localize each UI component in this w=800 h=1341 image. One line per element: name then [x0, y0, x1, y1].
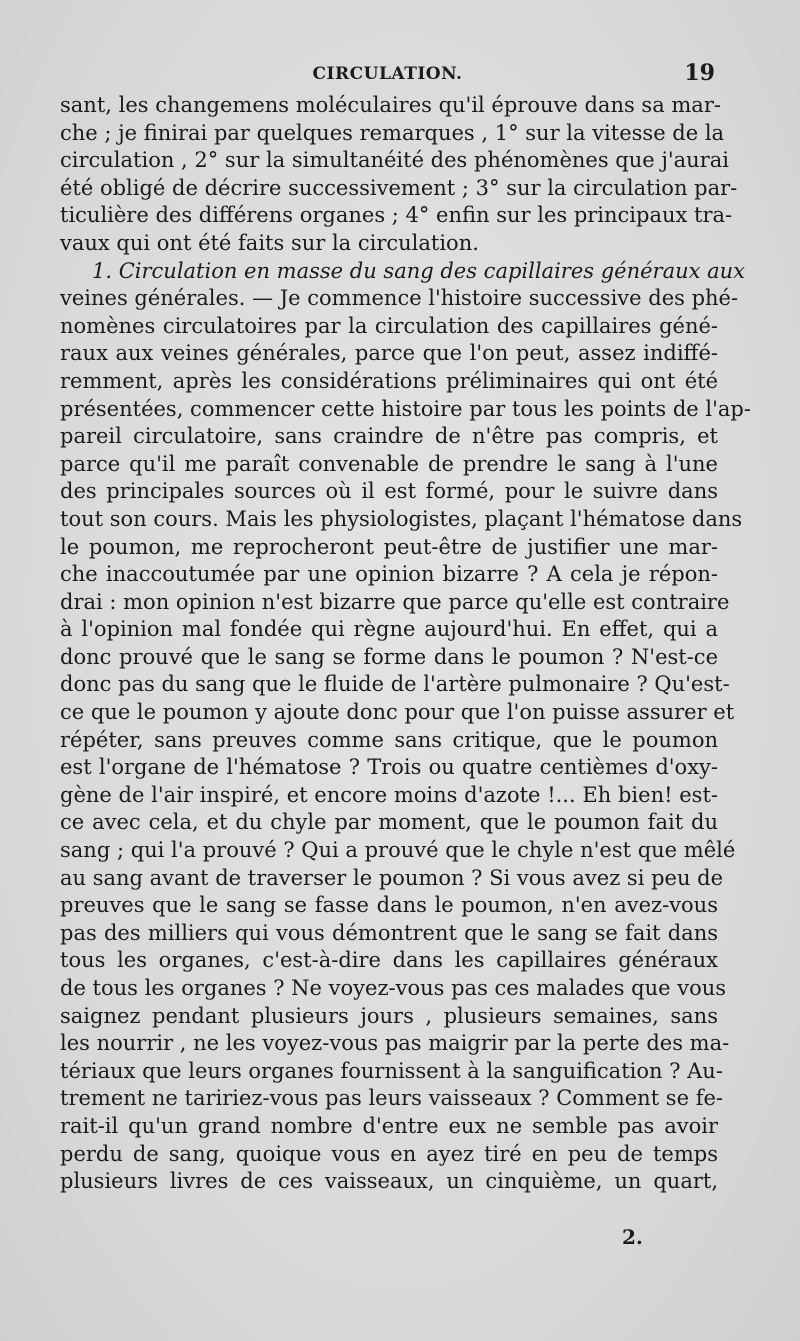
- text-line: veines générales. — Je commence l'histoire successive des phé-: [60, 286, 739, 311]
- text-line: de tous les organes ? Ne voyez-vous pas ces malades que vous: [60, 976, 727, 1000]
- section-heading-line: 1. Circulation en masse du sang des capillaires généraux aux: [92, 258, 746, 283]
- text-line: ticulière des différens organes ; 4° enfin sur les principaux tra-: [60, 203, 733, 228]
- text-line: gène de l'air inspiré, et encore moins d'azote !... Eh bien! est-: [60, 782, 718, 807]
- running-head: [60, 60, 715, 86]
- text-line: des principales sources où il est formé, pour le suivre dans: [60, 479, 718, 504]
- text-line: pas des milliers qui vous démontrent que le sang se fait dans: [60, 920, 718, 945]
- text-line: plusieurs livres de ces vaisseaux, un cinquième, un quart,: [60, 1169, 718, 1194]
- text-line: saignez pendant plusieurs jours , plusieurs semaines, sans: [60, 1003, 718, 1028]
- text-line: le poumon, me reprocheront peut-être de justifier une mar-: [60, 534, 718, 559]
- text-line: pareil circulatoire, sans craindre de n'être pas compris, et: [60, 424, 718, 449]
- text-line: parce qu'il me paraît convenable de prendre le sang à l'une: [60, 451, 718, 476]
- text-line: perdu de sang, quoique vous en ayez tiré en peu de temps: [60, 1141, 718, 1166]
- text-line: au sang avant de traverser le poumon ? Si vous avez si peu de: [60, 865, 724, 890]
- text-line: ce avec cela, et du chyle par moment, que le poumon fait du: [60, 810, 718, 835]
- running-title: CIRCULATION.: [312, 64, 463, 84]
- text-line: est l'organe de l'hématose ? Trois ou quatre centièmes d'oxy-: [60, 755, 718, 780]
- text-line: donc prouvé que le sang se forme dans le poumon ? N'est-ce: [60, 644, 718, 669]
- page-number: 19: [684, 60, 715, 86]
- text-line: à l'opinion mal fondée qui règne aujourd'hui. En effet, qui a: [60, 617, 718, 642]
- text-line: présentées, commencer cette histoire par tous les points de l'ap-: [60, 396, 751, 421]
- text-line: sang ; qui l'a prouvé ? Qui a prouvé que le chyle n'est que mêlé: [60, 838, 736, 863]
- text-line: rait-il qu'un grand nombre d'entre eux ne semble pas avoir: [60, 1113, 718, 1138]
- text-line: nomènes circulatoires par la circulation des capillaires géné-: [60, 313, 718, 338]
- signature-mark: 2.: [622, 1225, 643, 1249]
- text-line: remment, après les considérations préliminaires qui ont été: [60, 368, 718, 393]
- text-line: trement ne taririez-vous pas leurs vaisseaux ? Comment se fe-: [60, 1086, 723, 1111]
- text-line: les nourrir , ne les voyez-vous pas maigrir par la perte des ma-: [60, 1031, 730, 1056]
- text-line: tous les organes, c'est-à-dire dans les capillaires généraux: [60, 948, 718, 973]
- text-line: preuves que le sang se fasse dans le poumon, n'en avez-vous: [60, 893, 718, 918]
- text-line: sant, les changemens moléculaires qu'il éprouve dans sa mar-: [60, 93, 721, 117]
- text-line: che ; je finirai par quelques remarques , 1° sur la vitesse de la: [60, 120, 725, 145]
- text-line: ce que le poumon y ajoute donc pour que l'on puisse assurer et: [60, 700, 735, 725]
- text-line: été obligé de décrire successivement ; 3° sur la circulation par-: [60, 175, 738, 200]
- text-line: che inaccoutumée par une opinion bizarre ? A cela je répon-: [60, 562, 718, 587]
- text-line: vaux qui ont été faits sur la circulation.: [60, 230, 479, 255]
- text-line: donc pas du sang que le fluide de l'artère pulmonaire ? Qu'est-: [60, 672, 730, 697]
- text-line: drai : mon opinion n'est bizarre que parce qu'elle est contraire: [60, 589, 730, 614]
- text-line: tériaux que leurs organes fournissent à la sanguification ? Au-: [60, 1058, 723, 1083]
- text-line: répéter, sans preuves comme sans critique, que le poumon: [60, 727, 718, 752]
- body-text: [60, 92, 751, 1196]
- text-line: circulation , 2° sur la simultanéité des phénomènes que j'aurai: [60, 148, 729, 173]
- text-line: tout son cours. Mais les physiologistes, plaçant l'hématose dans: [60, 506, 743, 531]
- text-line: raux aux veines générales, parce que l'on peut, assez indiffé-: [60, 341, 718, 366]
